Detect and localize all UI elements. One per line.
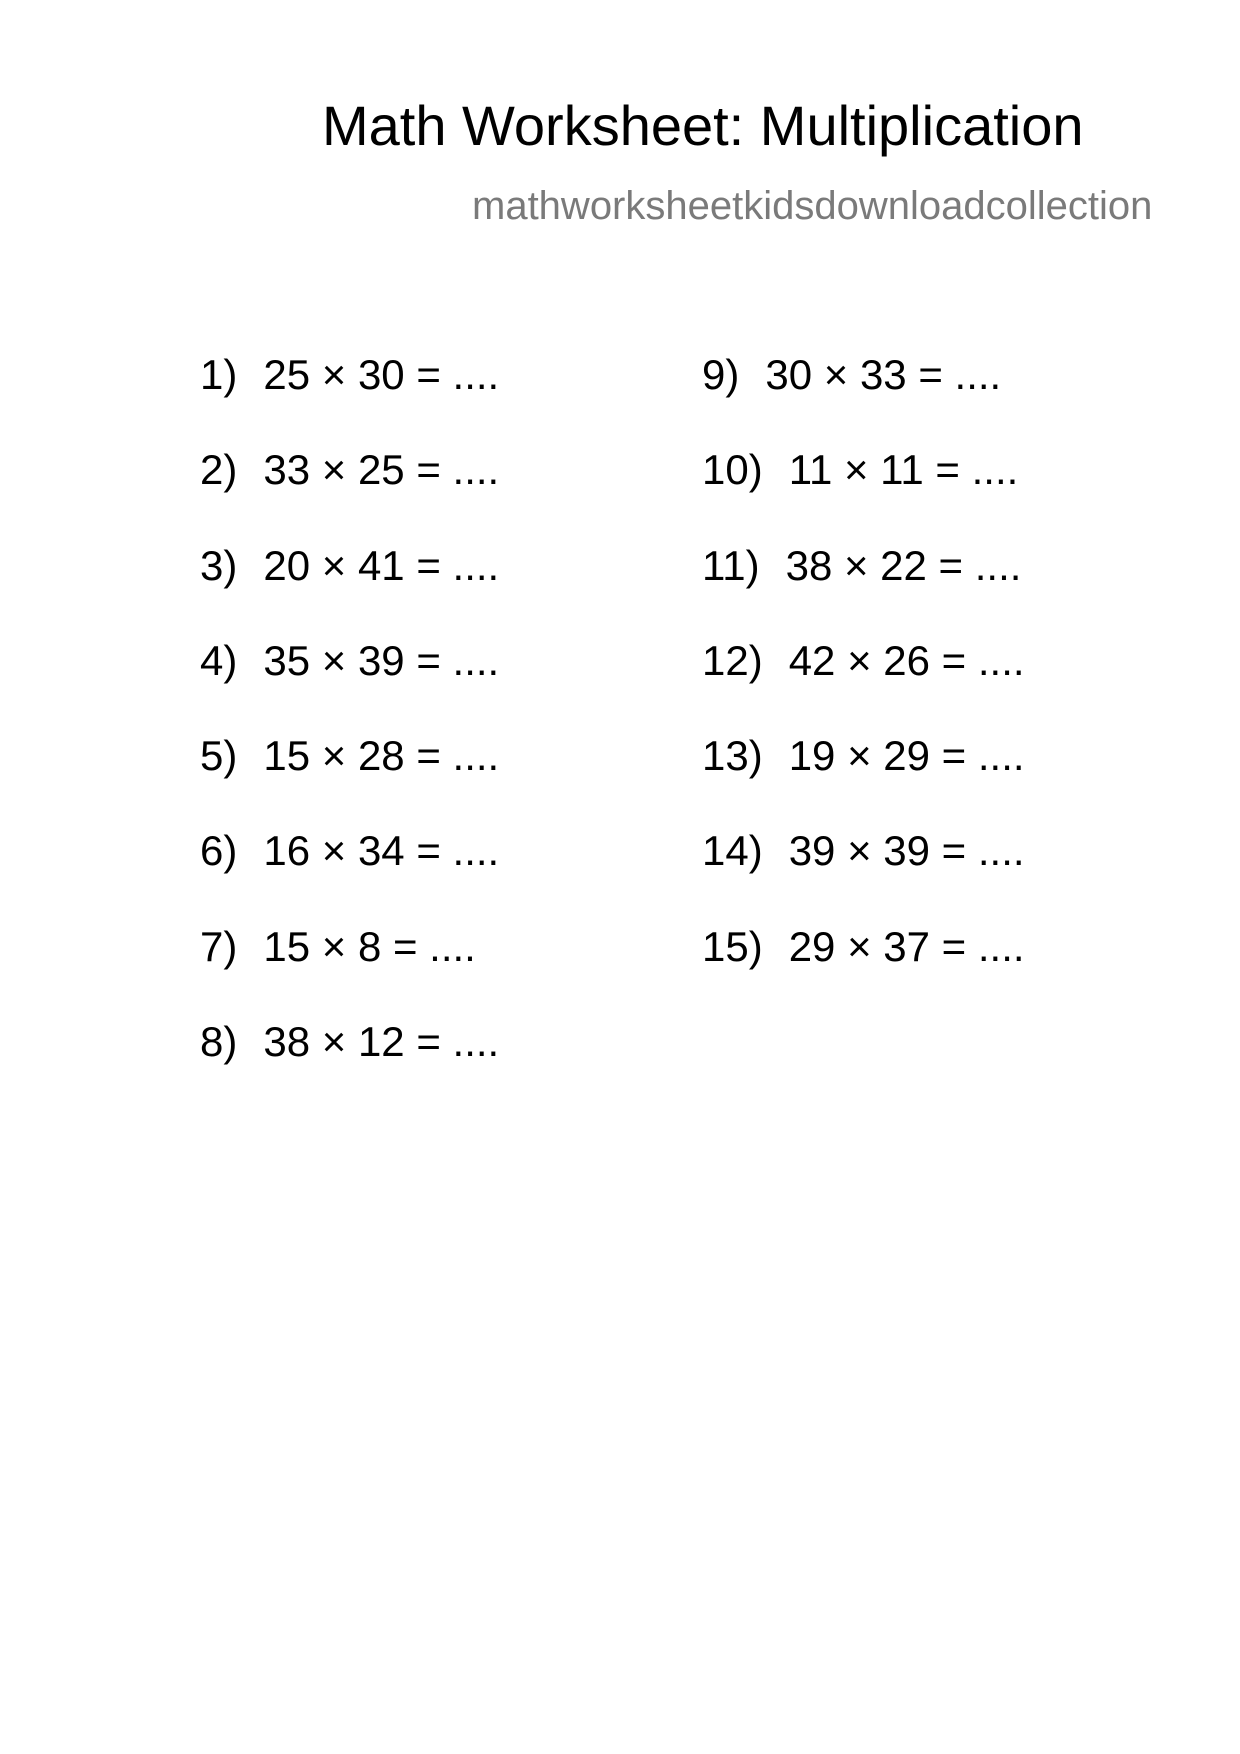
problem-item bbox=[200, 1018, 500, 1116]
problem-expression: 35 × 39 = .... bbox=[263, 636, 500, 684]
page-title: Math Worksheet: Multiplication bbox=[322, 94, 1084, 157]
problem-item bbox=[200, 446, 500, 544]
problem-number: 12) bbox=[702, 636, 763, 684]
problem-expression: 42 × 26 = .... bbox=[788, 636, 1025, 684]
problem-expression: 30 × 33 = .... bbox=[765, 351, 1002, 398]
problem-expression: 15 × 28 = .... bbox=[263, 732, 500, 780]
problem-expression: 16 × 34 = .... bbox=[263, 827, 500, 875]
problem-item bbox=[702, 827, 1025, 925]
problem-number: 14) bbox=[702, 827, 763, 875]
problem-item bbox=[702, 636, 1025, 735]
problem-number: 15) bbox=[702, 922, 763, 970]
problem-expression: 20 × 41 = .... bbox=[263, 541, 500, 589]
problem-number: 4) bbox=[200, 636, 238, 684]
problem-item bbox=[200, 351, 500, 449]
problem-number: 6) bbox=[200, 827, 238, 875]
problem-item bbox=[702, 922, 1025, 1021]
problem-item bbox=[200, 922, 499, 1021]
problem-number: 9) bbox=[702, 351, 740, 398]
problem-number: 5) bbox=[200, 732, 238, 780]
problem-number: 3) bbox=[200, 541, 238, 589]
site-name: mathworksheetkidsdownloadcollection bbox=[472, 184, 1153, 228]
problem-column-left bbox=[200, 351, 500, 1116]
problem-item bbox=[200, 732, 500, 830]
problem-expression: 15 × 8 = .... bbox=[263, 922, 476, 970]
problem-item bbox=[200, 636, 500, 735]
problem-number: 7) bbox=[200, 922, 238, 970]
problem-item bbox=[200, 541, 500, 640]
problem-number: 13) bbox=[702, 732, 763, 780]
problem-expression: 38 × 12 = .... bbox=[263, 1018, 500, 1066]
problem-item bbox=[702, 732, 1025, 830]
problem-expression: 33 × 25 = .... bbox=[263, 446, 500, 494]
problem-item bbox=[200, 827, 500, 925]
problem-number: 10) bbox=[702, 446, 763, 494]
problem-item bbox=[702, 446, 1025, 544]
problem-number: 8) bbox=[200, 1018, 238, 1066]
problem-item bbox=[702, 541, 1025, 640]
problem-number: 2) bbox=[200, 446, 238, 494]
problem-number: 11) bbox=[702, 541, 760, 589]
problem-expression: 39 × 39 = .... bbox=[788, 827, 1025, 875]
problem-expression: 11 × 11 = .... bbox=[788, 446, 1019, 494]
problem-expression: 38 × 22 = .... bbox=[785, 541, 1022, 589]
problem-expression: 19 × 29 = .... bbox=[788, 732, 1025, 780]
problem-item bbox=[702, 351, 1025, 449]
problem-expression: 25 × 30 = .... bbox=[263, 351, 500, 398]
problem-column-right bbox=[702, 351, 1025, 1021]
problem-expression: 29 × 37 = .... bbox=[788, 922, 1025, 970]
problem-number: 1) bbox=[200, 351, 238, 398]
